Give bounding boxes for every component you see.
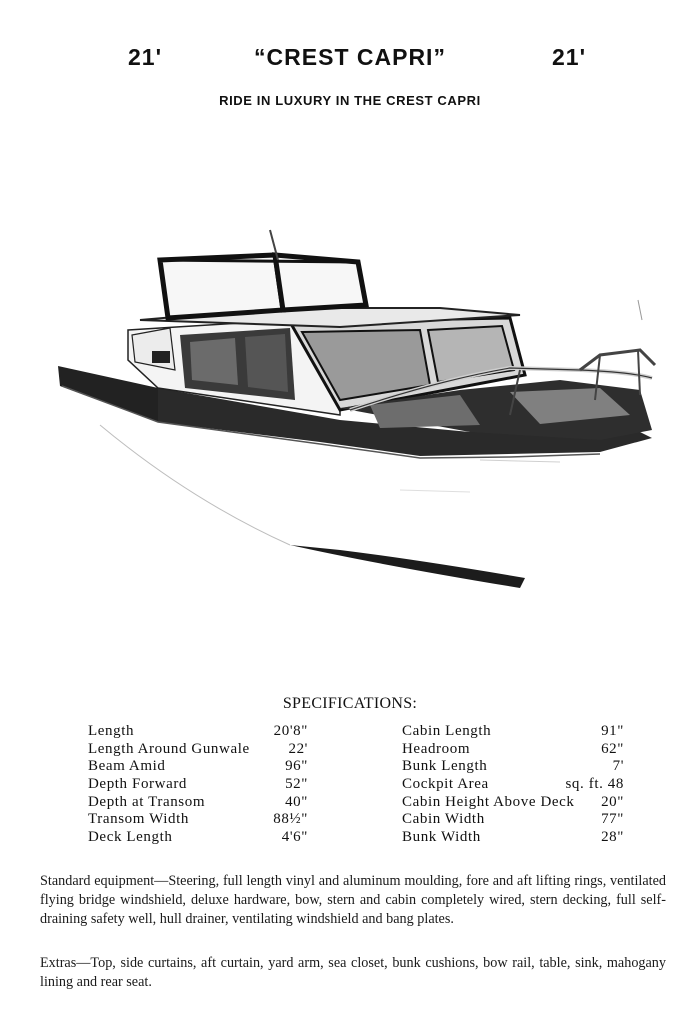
spec-label: Transom Width [88,811,189,828]
standard-equipment-paragraph: Standard equipment—Steering, full length vinyl and aluminum moulding, fore and aft lifting rings, ventilated flying bridge windshield, deluxe hardware, bow, stern and cabin completely wired, stern decking, full self-draining safety well, hull drainer, ventilating windshield and bang plates. [40,873,666,928]
spec-label: Cabin Width [402,811,485,828]
spec-row [88,829,308,847]
spec-row [88,723,308,741]
spec-label: Cockpit Area [402,776,489,793]
spec-label: Length Around Gunwale [88,740,250,757]
spec-value: 62" [601,740,624,757]
spec-label: Length [88,723,135,739]
spec-label: Deck Length [88,829,173,846]
spec-label: Cabin Length [402,723,492,739]
brochure-header [0,44,700,78]
spec-row [88,811,308,829]
spec-label: Headroom [402,740,471,757]
spec-row [402,758,624,776]
spec-row [402,723,624,741]
specifications-left-column [88,723,308,847]
spec-row [88,758,308,776]
spec-row [402,811,624,829]
spec-label: Depth at Transom [88,793,206,810]
spec-label: Bunk Length [402,758,488,775]
spec-value: 20'8" [273,723,308,739]
spec-label: Beam Amid [88,758,166,775]
spec-row [88,794,308,812]
spec-value: 96" [285,758,308,775]
spec-value: 7' [612,758,624,775]
spec-value: 20" [601,793,624,810]
boat-photo [40,200,670,620]
spec-value: 40" [285,793,308,810]
spec-label: Bunk Width [402,829,481,846]
spec-row [88,776,308,794]
boat-size-right: 21' [552,44,587,70]
spec-label: Cabin Height Above Deck [402,793,575,810]
spec-value: 28" [601,829,624,846]
spec-value: sq. ft. 48 [565,776,624,793]
spec-row [402,741,624,759]
spec-row [402,776,624,794]
spec-row [402,829,624,847]
specifications-right-column [402,723,624,847]
spec-value: 4'6" [281,829,308,846]
spec-row [88,741,308,759]
spec-value: 91" [601,723,624,739]
subtitle: RIDE IN LUXURY IN THE CREST CAPRI [219,93,481,108]
boat-size-left: 21' [128,44,163,70]
spec-value: 77" [601,811,624,828]
spec-value: 52" [285,776,308,793]
spec-value: 22' [288,740,308,757]
spec-label: Depth Forward [88,776,188,793]
specifications-heading: SPECIFICATIONS: [282,695,418,712]
extras-paragraph: Extras—Top, side curtains, aft curtain, yard arm, sea closet, bunk cushions, bow rail, table, sink, mahogany lining and rear seat. [40,955,666,991]
spec-row [402,794,624,812]
model-title: “CREST CAPRI” [254,44,446,70]
spec-value: 88½" [273,811,308,828]
